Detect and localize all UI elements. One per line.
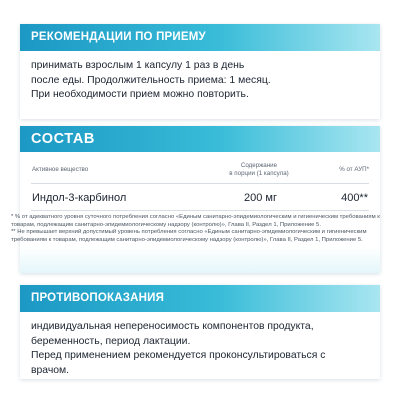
recommendations-text (20, 51, 380, 103)
composition-card (20, 126, 380, 273)
contraindications-line: индивидуальная непереносимость компонентов продукта, (31, 321, 314, 332)
table-cell-substance: Индол-3-карбинол (32, 192, 127, 204)
table-divider (31, 183, 369, 184)
contraindications-line: Перед применением рекомендуется проконсультироваться с (31, 350, 326, 361)
contraindications-line: беременность, период лактации. (31, 335, 191, 347)
footnote: * % от адекватного уровня суточного потребления согласно «Единым санитарно-эпидемиологическим и гигиеническим требованиям к товарам, подлежащим санитарно-эпидемиологическому надзору (контролю)», Глава II, Раздел 1, Приложение 5. (11, 214, 380, 228)
contraindications-card (20, 285, 380, 379)
recommendations-line: При необходимости прием можно повторить. (31, 89, 249, 100)
table-divider (31, 210, 369, 211)
header-active-substance: Активное вещество (32, 166, 89, 173)
recommendations-line: после еды. Продолжительность приема: 1 месяц. (31, 74, 271, 86)
contraindications-line: врачом. (31, 364, 70, 376)
footnote: ** Не превышает верхний допустимый уровень потребления согласно «Единым санитарно-эпидемиологическим и гигиеническим требованиям к товарам, подлежащим санитарно-эпидемиологическому надзору (контролю)», Глава II, Раздел 1, Приложение 5. (11, 229, 367, 243)
composition-footnotes (11, 214, 389, 244)
recommendations-line: принимать взрослым 1 капсулу 1 раз в день (31, 60, 245, 71)
header-content-per-serving: Содержание в порции (1 капсула) (229, 162, 289, 177)
recommendations-title: РЕКОМЕНДАЦИИ ПО ПРИЕМУ (20, 24, 380, 51)
composition-title: СОСТАВ (20, 126, 380, 152)
table-cell-amount: 200 мг (244, 192, 277, 204)
contraindications-text (20, 312, 380, 378)
header-percent-aup: % от АУП* (339, 166, 369, 173)
table-cell-percent: 400** (341, 192, 368, 204)
recommendations-card (20, 24, 380, 119)
contraindications-title: ПРОТИВОПОКАЗАНИЯ (20, 285, 380, 312)
